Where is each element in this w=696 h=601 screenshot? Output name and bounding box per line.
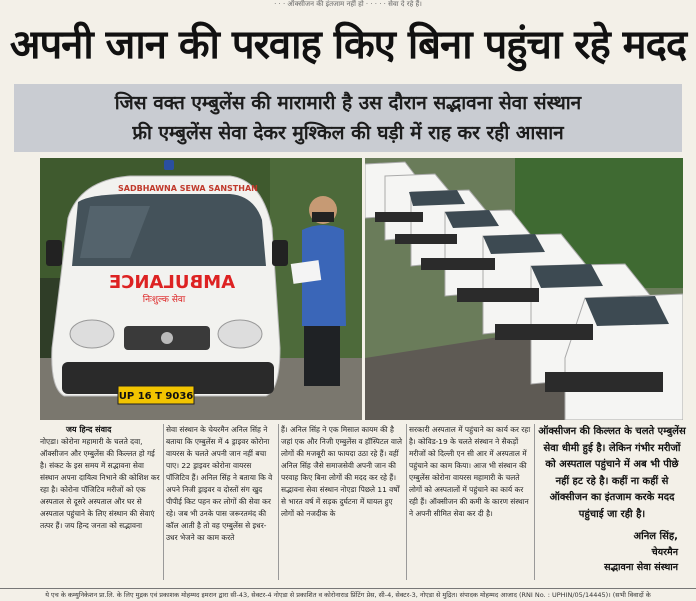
ambulance-banner-text: SADBHAWNA SEWA SANSTHAN xyxy=(118,184,258,193)
ambulance-fleet-photo xyxy=(365,158,683,420)
article-paragraph: सरकारी अस्पताल में पहुंचाने का कार्य कर रहा है। कोविड-19 के चलते संस्थान ने सैकड़ों मरीजों को दिल्ली एन सी आर में अस्पताल में पहुंचाने का काम किया। आज भी संस्थान की एम्बुलेंस कोरोना वायरस महामारी के चलते लोगों को अस्पतालों में पहुंचाने का कार्य कर रही हैं। ऑक्सीजन की कमी के कारण संस्थान ने अपनी सीमित सेवा कर दी है। xyxy=(409,425,531,518)
ambulance-fleet-illustration xyxy=(365,158,683,420)
article-column-1 xyxy=(40,436,160,582)
imprint-footer: ये एच के कम्युनिकेशन प्रा.लि. के लिए मुद्रक एवं प्रकाशक मोहम्मद इमरान द्वारा सी-43, सेक्टर-4 नोएडा से प्रकाशित व कोरोनाराड प्रिंटिंग प्रेस, सी-4, सेक्टर-3, नोएडा से मुद्रित। संपादक मोहम्मद आजाद (RNI No. : UPHIN/05/14445)। (सभी विवादों के xyxy=(0,588,696,601)
ambulance-illustration xyxy=(40,158,362,420)
top-strip-text: · · · ऑक्सीजन की इंतजाम नहीं हो · · · · · सेवा दे रहे हैं। xyxy=(274,0,422,8)
quote-author: अनिल सिंह, xyxy=(633,531,678,542)
headline: अपनी जान की परवाह किए बिना पहुंचा रहे मदद xyxy=(9,22,687,68)
article-paragraph: नोएडा। कोरोना महामारी के चलते दवा, ऑक्सीजन और एम्बुलेंस की किल्लत हो गई है। संकट के इस समय में सद्भावना सेवा संस्थान अपना दायित्व निभाने की कोशिश कर रहा है। कोरोना पॉजिटिव मरीजों को एक अस्पताल से दूसरे अस्पताल और घर से अस्पताल पहुंचाने के लिए संस्थान की सेवाएं तत्पर हैं। जय हिन्द जनता को सद्भावना xyxy=(40,437,160,530)
subheadline-box xyxy=(14,84,682,152)
article-column-4 xyxy=(409,424,531,582)
ambulance-photo xyxy=(40,158,362,420)
article-paragraph: हैं। अनिल सिंह ने एक मिसाल कायम की है जहां एक और निजी एम्बुलेंस व हॉस्पिटल वाले लोगों की मजबूरी का फायदा उठा रहे हैं। वहीं अनिल सिंह जैसे समाजसेवी अपनी जान की परवाह किए बिना लोगों की मदद कर रहे हैं। सद्भावना सेवा संस्थान नोएडा पिछले 11 वर्षों से भारत वर्ष में सड़क दुर्घटना में घायल हुए लोगों को नजदीक के xyxy=(281,425,402,518)
article-column-3 xyxy=(281,424,403,582)
suzuki-logo-icon xyxy=(161,332,173,344)
column-divider xyxy=(163,424,164,580)
column-divider xyxy=(278,424,279,580)
pull-quote xyxy=(538,424,686,582)
column-divider xyxy=(406,424,407,580)
subheadline-line-1: जिस वक्त एम्बुलेंस की मारामारी है उस दौरान सद्भावना सेवा संस्थान xyxy=(114,92,582,114)
ambulance-hindi-label: निःशुल्क सेवा xyxy=(142,295,186,305)
article-paragraph: सेवा संस्थान के चेयरमैन अनिल सिंह ने बताया कि एम्बुलेंस में 4 ड्राइवर कोरोना वायरस के चलते अपनी जान नहीं बचा पाए। 22 ड्राइवर कोरोना वायरस पॉजिटिव हैं। अनिल सिंह ने बताया कि वे अपने निजी ड्राइवर व दोस्तों संग खुद पीपीई किट पहन कर लोगों की सेवा कर रहे। जब भी उनके पास जरूरतमंद की कॉल आती है तो वह एम्बुलेंस से इधर-उधर भेजने का काम करते xyxy=(166,425,273,542)
article-column-2 xyxy=(166,424,276,582)
license-plate: UP 16 T 9036 xyxy=(118,391,194,402)
byline: जय हिन्द संवाद xyxy=(66,425,112,434)
quote-text: ऑक्सीजन की किल्लत के चलते एम्बुलेंस सेवा धीमी हुई है। लेकिन गंभीर मरीजों को अस्पताल पहुंचाने में अब भी पीछे नहीं हट रहे है। कहीं ना कहीं से ऑक्सीजन का इंतजाम करके मदद पहुंचाई जा रही है। xyxy=(538,426,686,520)
quote-organization: सद्भावना सेवा संस्थान xyxy=(604,562,678,573)
subheadline-line-2: फ्री एम्बुलेंस सेवा देकर मुश्किल की घड़ी में राह कर रही आसान xyxy=(132,122,564,144)
siren-light xyxy=(164,160,174,170)
column-divider xyxy=(534,424,535,580)
quote-designation: चेयरमैन xyxy=(651,547,678,558)
ambulance-mirrored-text: AMBULANCE xyxy=(108,272,236,293)
